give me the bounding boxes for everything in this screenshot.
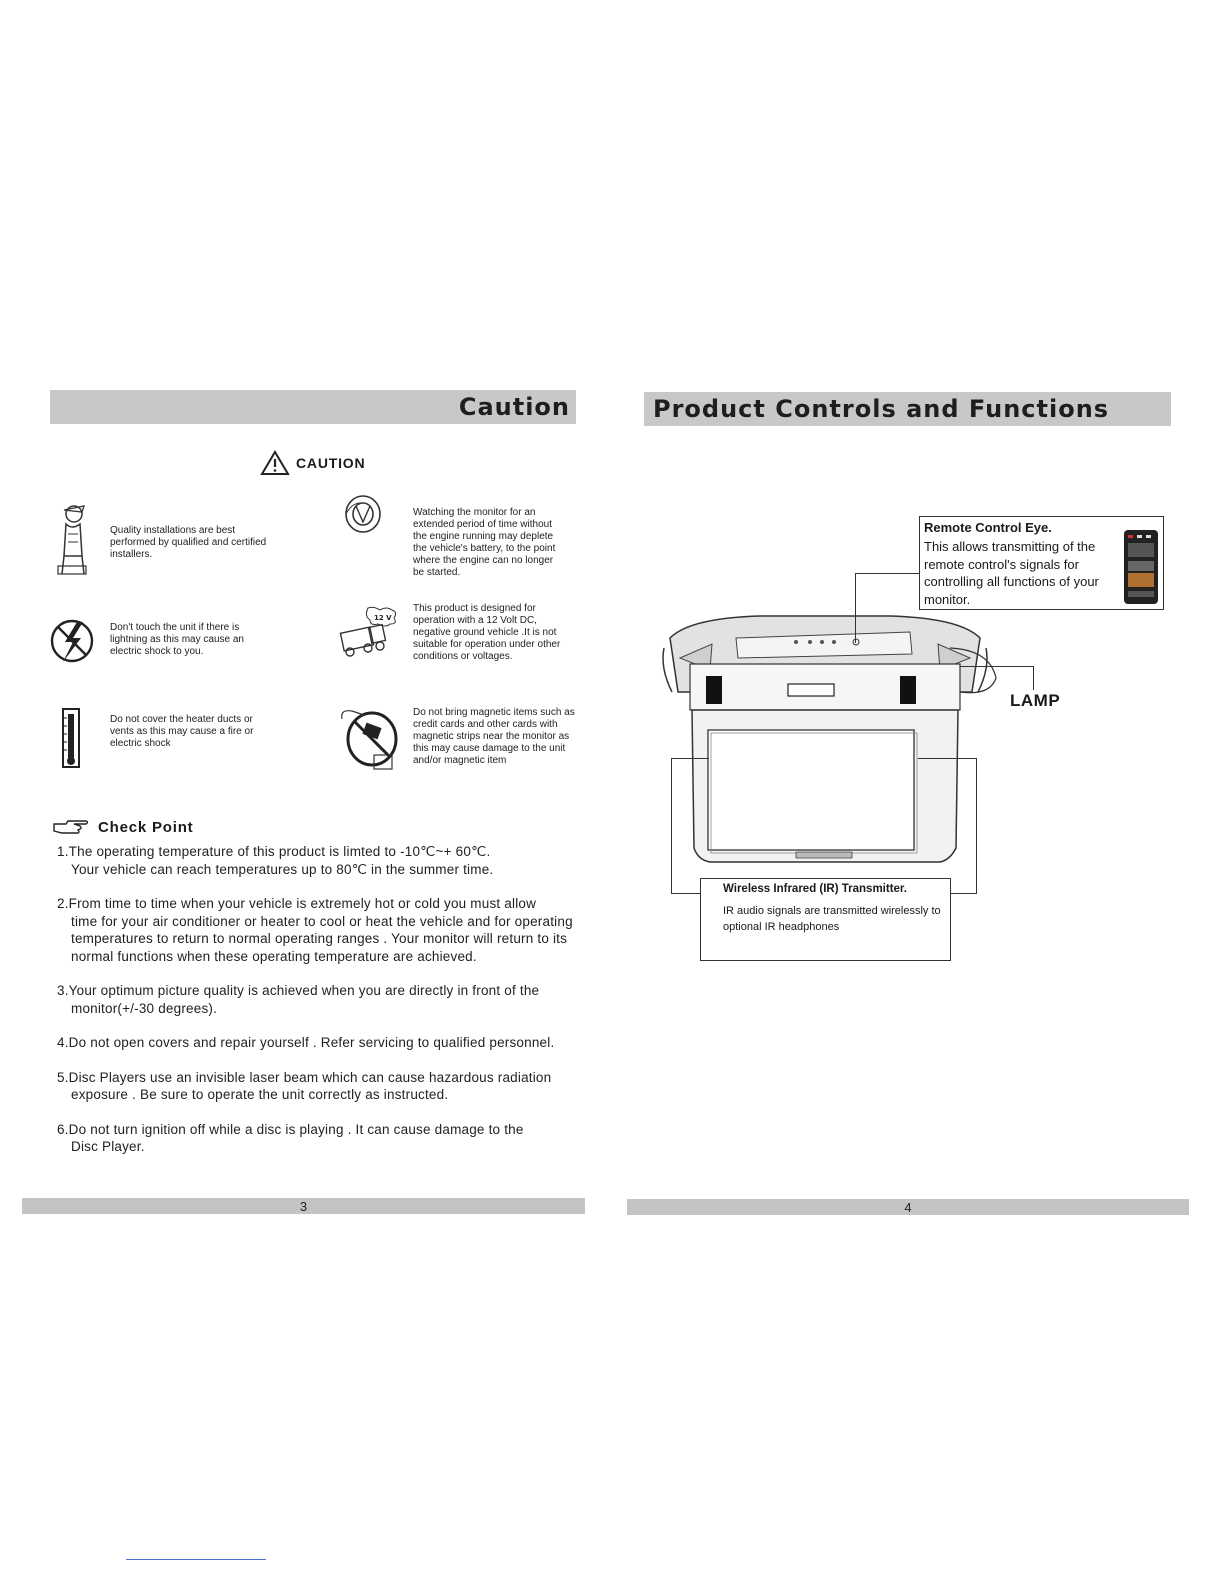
right-header-title: Product Controls and Functions xyxy=(653,395,1110,423)
page-number-right: 4 xyxy=(904,1200,912,1215)
check-point-item: 6.Do not turn ignition off while a disc is playing . It can cause damage to the Disc Player. xyxy=(57,1121,524,1154)
lamp-label: LAMP xyxy=(1010,691,1061,710)
check-point-item: 4.Do not open covers and repair yourself . Refer servicing to qualified personnel. xyxy=(57,1035,555,1050)
truck-12v-icon xyxy=(338,606,404,658)
ir-leader-left-b xyxy=(671,893,701,894)
installer-icon xyxy=(52,500,92,580)
caution-text-12v: This product is designed for operation with a 12 Volt DC, negative ground vehicle .It is not suitable for operation under other conditions or voltages. xyxy=(413,603,561,662)
remote-control-icon xyxy=(1123,529,1159,605)
no-lightning-icon xyxy=(49,618,95,664)
left-footer-bar xyxy=(22,1198,585,1214)
lamp-leader-h xyxy=(960,666,1034,667)
check-point-title: Check Point xyxy=(98,818,194,836)
caution-text-heater: Do not cover the heater ducts or vents as this may cause a fire or electric shock xyxy=(110,714,254,749)
left-header-bar xyxy=(50,390,576,424)
left-header-title: Caution xyxy=(458,393,570,421)
check-point-item: 5.Disc Players use an invisible laser beam which can cause hazardous radiation exposure . Be sure to operate the unit correctly as instructed. xyxy=(57,1069,552,1102)
caution-text-lightning: Don't touch the unit if there is lightning as this may cause an electric shock to you. xyxy=(110,622,244,657)
bottom-rule xyxy=(126,1559,266,1560)
ir-leader-left-h xyxy=(671,758,709,759)
lamp-leader-v xyxy=(1033,666,1034,690)
no-magnet-icon xyxy=(338,703,404,773)
check-point-heading xyxy=(52,818,193,836)
caution-text-magnet: Do not bring magnetic items such as credit cards and other cards with magnetic strips near the monitor as this may cause damage to the unit and/or magnetic item xyxy=(413,707,575,766)
caution-label: CAUTION xyxy=(296,455,366,471)
ir-leader-right-b xyxy=(949,893,977,894)
right-header-bar xyxy=(644,392,1171,426)
ir-leader-right-v xyxy=(976,758,977,894)
right-footer-bar xyxy=(627,1199,1189,1215)
check-point-item: 2.From time to time when your vehicle is extremely hot or cold you must allow time for your air conditioner or heater to cool or heat the vehicle and for operating temperatures to return to normal operating ranges . Your monitor will return to its normal functions when these operating temperature are achieved. xyxy=(57,896,573,964)
caution-text-battery: Watching the monitor for an extended period of time without the engine running may deplete the vehicle's battery, to the point where the engine can no longer be started. xyxy=(413,507,556,578)
page-number-left: 3 xyxy=(299,1199,308,1214)
remote-eye-callout xyxy=(919,516,1164,610)
thermometer-icon xyxy=(62,708,82,770)
check-point-item: 1.The operating temperature of this product is limted to -10℃~+ 60℃. Your vehicle can reach temperatures up to 80℃ in the summer time. xyxy=(57,844,494,877)
remote-eye-leader-h xyxy=(855,573,919,574)
remote-eye-leader-v xyxy=(855,573,856,643)
ir-transmitter-text: IR audio signals are transmitted wirelessly to optional IR headphones xyxy=(723,905,941,933)
monitor-illustration xyxy=(650,608,1000,870)
ir-transmitter-title: Wireless Infrared (IR) Transmitter. xyxy=(723,883,907,895)
warning-triangle-icon xyxy=(260,450,290,476)
remote-eye-title: Remote Control Eye. xyxy=(924,520,1052,535)
check-point-item: 3.Your optimum picture quality is achieved when you are directly in front of the monitor(+/-30 degrees). xyxy=(57,983,540,1016)
pointing-hand-icon xyxy=(52,818,90,836)
caution-heading xyxy=(260,450,365,476)
ir-leader-right-h xyxy=(918,758,976,759)
caution-text-installer: Quality installations are best performed by qualified and certified installers. xyxy=(110,525,267,560)
ir-leader-left-v xyxy=(671,758,672,894)
steering-wheel-icon xyxy=(344,494,382,534)
remote-eye-text: This allows transmitting of the remote control's signals for controlling all functions of your monitor. xyxy=(924,539,1099,607)
truck-12v-label: 12 V xyxy=(374,614,392,622)
check-point-list xyxy=(57,843,587,1156)
ir-transmitter-callout xyxy=(700,878,951,961)
